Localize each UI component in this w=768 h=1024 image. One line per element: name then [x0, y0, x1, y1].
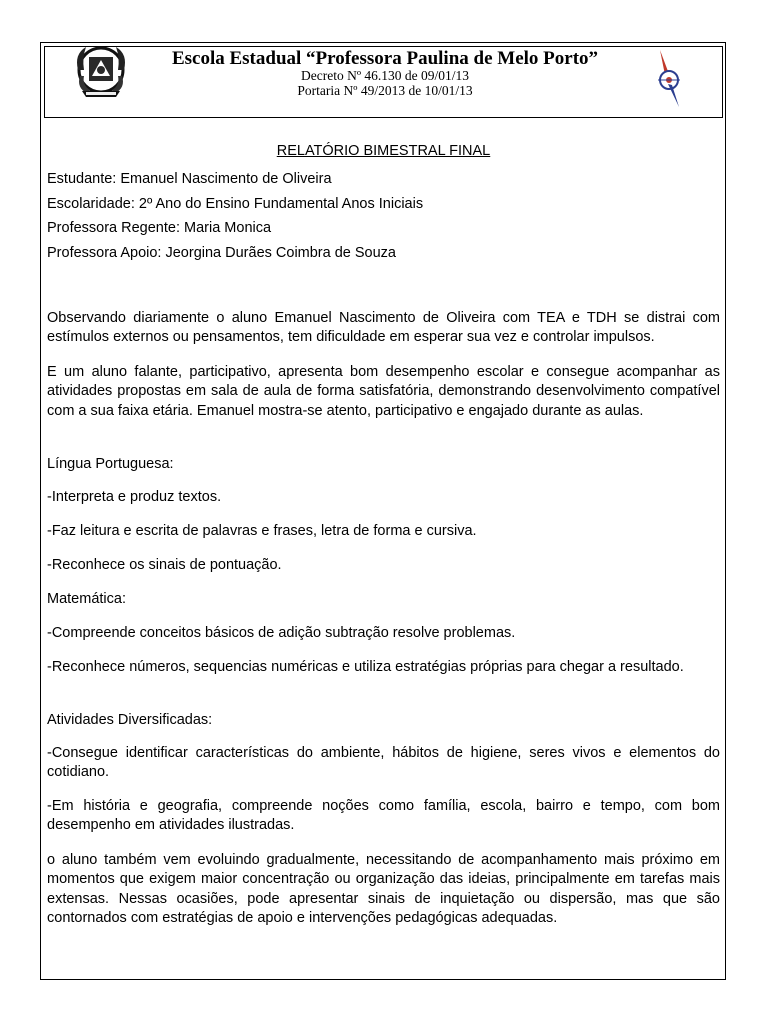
student-line: Estudante: Emanuel Nascimento de Oliveira [47, 171, 332, 187]
list-item: -Reconhece números, sequencias numéricas e utiliza estratégias próprias para chegar a resultado. [47, 659, 684, 675]
list-item: -Em história e geografia, compreende noções como família, escola, bairro e tempo, com bom desempenho em atividades ilustradas. [47, 798, 720, 834]
lead-teacher-line: Professora Regente: Maria Monica [47, 220, 272, 236]
list-item: -Compreende conceitos básicos de adição subtração resolve problemas. [47, 625, 516, 641]
grade-line: Escolaridade: 2º Ano do Ensino Fundamental Anos Iniciais [47, 196, 424, 212]
list-item: -Reconhece os sinais de pontuação. [47, 557, 282, 573]
closing-paragraph: o aluno também vem evoluindo gradualmente, necessitando de acompanhamento mais próximo em momentos que exigem maior concentração ou organização das ideias, principalmente em tarefas mais extensas. Nessas ocasiões, pode apresentar sinais de inquietação ou dispersão, mas que são contornados com estratégias de apoio e intervenções pedagógicas adequadas. [47, 852, 720, 926]
list-item: -Consegue identificar características do ambiente, hábitos de higiene, seres vivos e elementos do cotidiano. [47, 745, 720, 781]
observation-paragraph: Observando diariamente o aluno Emanuel Nascimento de Oliveira com TEA e TDH se distrai com estímulos externos ou pensamentos, tem dificuldade em esperar sua vez e controlar impulsos. [47, 310, 720, 346]
list-item: -Faz leitura e escrita de palavras e frases, letra de forma e cursiva. [47, 523, 477, 539]
compass-logo-icon [652, 50, 686, 108]
portuguese-heading: Língua Portuguesa: [47, 456, 174, 472]
report-title: RELATÓRIO BIMESTRAL FINAL [276, 143, 491, 159]
list-item: -Interpreta e produz textos. [47, 489, 222, 505]
decree-reference: Decreto Nº 46.130 de 09/01/13 [300, 68, 470, 83]
state-crest-icon [70, 40, 132, 102]
performance-paragraph: E um aluno falante, participativo, apresenta bom desempenho escolar e consegue acompanhar as atividades propostas em sala de aula de forma satisfatória, demonstrando desenvolvimento compatível com a sua faixa etária. Emanuel mostra-se atento, participativo e engajado durante as aulas. [47, 364, 720, 419]
math-heading: Matemática: [47, 591, 126, 607]
ordinance-reference: Portaria Nº 49/2013 de 10/01/13 [297, 83, 473, 98]
diverse-activities-heading: Atividades Diversificadas: [47, 712, 213, 728]
support-teacher-line: Professora Apoio: Jeorgina Durães Coimbra de Souza [47, 245, 396, 261]
school-name: Escola Estadual “Professora Paulina de Melo Porto” [171, 48, 599, 69]
